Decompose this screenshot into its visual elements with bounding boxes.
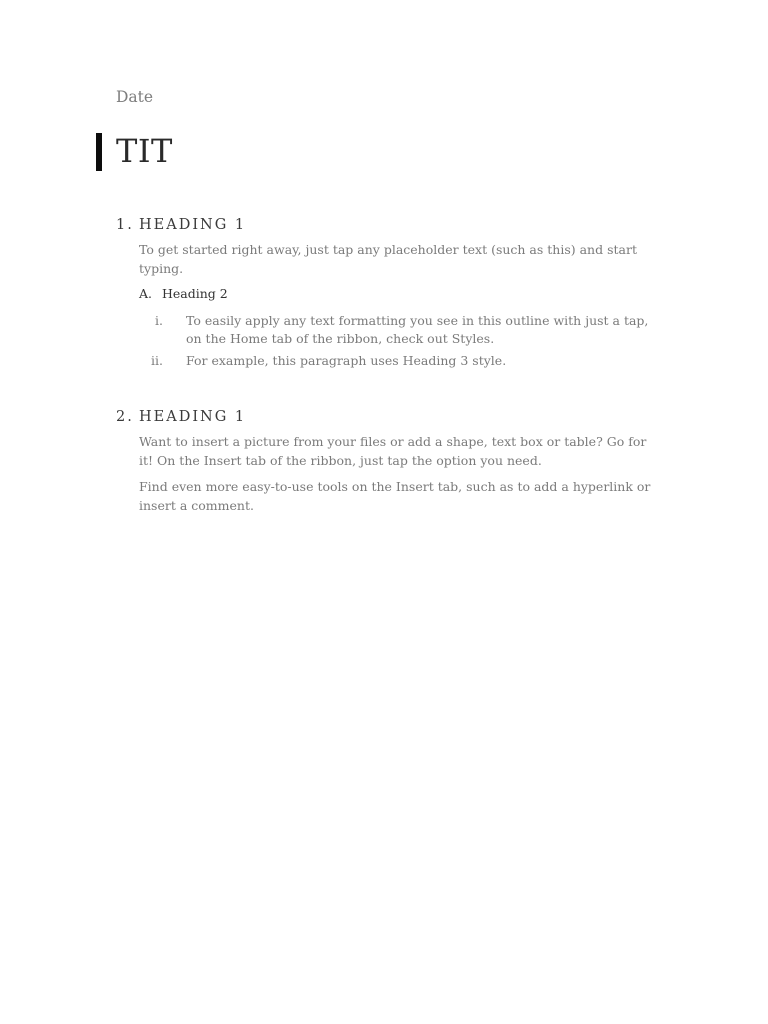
document-title[interactable]: TIT: [116, 132, 173, 170]
section-1-paragraph[interactable]: To get started right away, just tap any placeholder text (such as this) and start typing.: [139, 242, 637, 276]
heading-1-number: 2.: [116, 409, 134, 425]
heading-3-number: ii.: [151, 353, 163, 368]
section-2-paragraph-1[interactable]: Want to insert a picture from your files or add a shape, text box or table? Go for it! On the Insert tab of the ribbon, just tap the option you need.: [139, 434, 647, 468]
heading-2-text: Heading 2: [162, 286, 228, 301]
heading-2[interactable]: [139, 285, 228, 303]
section-2-paragraph-2[interactable]: Find even more easy-to-use tools on the Insert tab, such as to add a hyperlink or insert a comment.: [139, 479, 651, 513]
heading-1-number: 1.: [116, 217, 134, 233]
heading-1-text: HEADING 1: [139, 409, 247, 425]
heading-1-text: HEADING 1: [139, 217, 247, 233]
date-placeholder[interactable]: Date: [116, 88, 154, 106]
heading-1-section-1[interactable]: [116, 216, 246, 234]
heading-3-item-1[interactable]: [139, 312, 659, 348]
heading-3-item-2[interactable]: [139, 352, 659, 370]
heading-2-number: A.: [139, 286, 153, 301]
heading-3-text: For example, this paragraph uses Heading 3 style.: [186, 353, 507, 368]
heading-3-text: To easily apply any text formatting you see in this outline with just a tap, on the Home tab of the ribbon, check out Styles.: [186, 313, 649, 346]
heading-1-section-2[interactable]: [116, 408, 246, 426]
title-accent-bar: [96, 133, 102, 171]
heading-3-number: i.: [155, 313, 163, 328]
